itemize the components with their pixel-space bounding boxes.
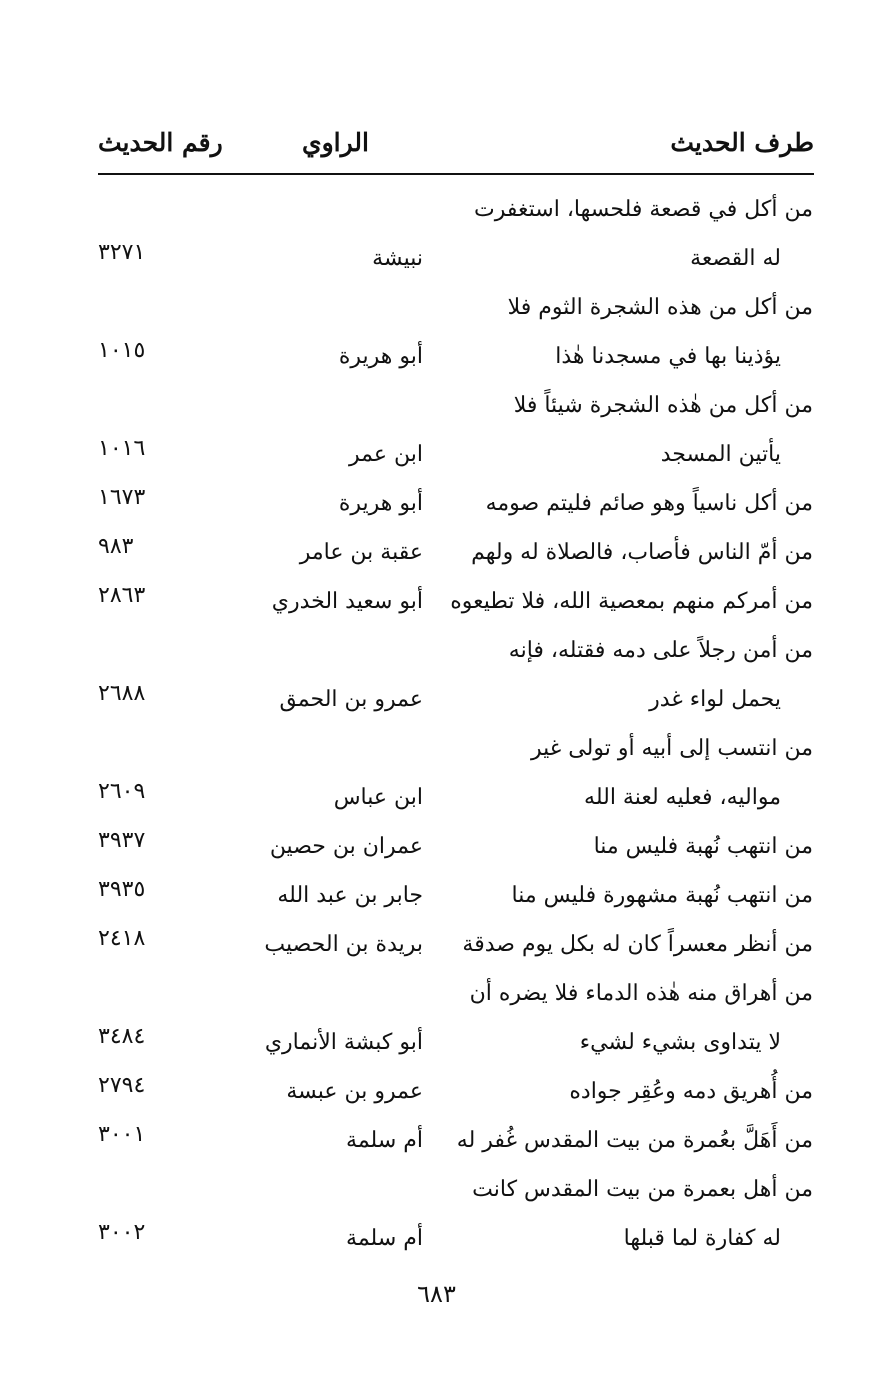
hadith-number: ٣٠٠٢ xyxy=(98,1220,146,1245)
hadith-text-line: يحمل لواء غدر xyxy=(649,687,781,712)
hadith-text-line: من أكل من هٰذه الشجرة شيئاً فلا xyxy=(513,393,813,418)
hadith-number: ٢٤١٨ xyxy=(98,926,146,951)
hadith-number: ١٠١٦ xyxy=(98,436,146,461)
hadith-number: ٣٤٨٤ xyxy=(98,1024,146,1049)
hadith-text-line: من أهراق منه هٰذه الدماء فلا يضره أن xyxy=(469,981,813,1006)
hadith-text-line: من أهل بعمرة من بيت المقدس كانت xyxy=(472,1177,813,1202)
header-narrator: الراوي xyxy=(302,128,369,157)
hadith-number: ٢٦٨٨ xyxy=(98,681,146,706)
page-number: ٦٨٣ xyxy=(417,1280,456,1308)
hadith-text-line: من أمركم منهم بمعصية الله، فلا تطيعوه xyxy=(450,589,813,614)
narrator-name: أم سلمة xyxy=(346,1128,423,1153)
narrator-name: عقبة بن عامر xyxy=(299,540,423,565)
narrator-name: عمرو بن عبسة xyxy=(286,1079,423,1104)
narrator-name: جابر بن عبد الله xyxy=(277,883,423,908)
hadith-number: ٣٠٠١ xyxy=(98,1122,146,1147)
hadith-text-line: من أنظر معسراً كان له بكل يوم صدقة xyxy=(462,932,813,957)
hadith-text-line: من أمن رجلاً على دمه فقتله، فإنه xyxy=(508,638,813,663)
narrator-name: بريدة بن الحصيب xyxy=(264,932,423,957)
hadith-text-line: له القصعة xyxy=(690,246,781,271)
hadith-text-line: يأتين المسجد xyxy=(660,442,781,467)
hadith-text-line: من انتهب نُهبة فليس منا xyxy=(593,834,813,859)
narrator-name: أبو سعيد الخدري xyxy=(271,589,423,614)
hadith-number: ٣٢٧١ xyxy=(98,240,146,265)
hadith-text-line: من انتهب نُهبة مشهورة فليس منا xyxy=(511,883,813,908)
hadith-text-line: من أكل ناسياً وهو صائم فليتم صومه xyxy=(485,491,813,516)
hadith-text-line: من أمّ الناس فأصاب، فالصلاة له ولهم xyxy=(471,540,813,565)
narrator-name: نبيشة xyxy=(372,246,423,271)
hadith-number: ٣٩٣٧ xyxy=(98,828,146,853)
hadith-text-line: من انتسب إلى أبيه أو تولى غير xyxy=(531,736,813,761)
hadith-number: ١٦٧٣ xyxy=(98,485,146,510)
hadith-number: ٢٦٠٩ xyxy=(98,779,146,804)
hadith-number: ١٠١٥ xyxy=(98,338,146,363)
narrator-name: عمرو بن الحمق xyxy=(279,687,423,712)
hadith-text-line: من أكل من هذه الشجرة الثوم فلا xyxy=(507,295,813,320)
narrator-name: ابن عباس xyxy=(333,785,423,810)
narrator-name: أبو هريرة xyxy=(338,491,423,516)
hadith-number: ٣٩٣٥ xyxy=(98,877,146,902)
header-hadith-number: رقم الحديث xyxy=(98,128,223,157)
hadith-text-line: يؤذينا بها في مسجدنا هٰذا xyxy=(555,344,781,369)
narrator-name: عمران بن حصين xyxy=(269,834,423,859)
hadith-text-line: له كفارة لما قبلها xyxy=(623,1226,781,1251)
hadith-number: ٩٨٣ xyxy=(98,534,134,559)
hadith-text-line: من أَهَلَّ بعُمرة من بيت المقدس غُفر له xyxy=(456,1128,813,1153)
narrator-name: أبو هريرة xyxy=(338,344,423,369)
hadith-text-line: من أكل في قصعة فلحسها، استغفرت xyxy=(474,197,813,222)
narrator-name: أم سلمة xyxy=(346,1226,423,1251)
hadith-text-line: لا يتداوى بشيء لشيء xyxy=(579,1030,781,1055)
hadith-text-line: من أُهريق دمه وعُقِر جواده xyxy=(569,1079,813,1104)
narrator-name: أبو كبشة الأنماري xyxy=(264,1030,423,1055)
hadith-number: ٢٧٩٤ xyxy=(98,1073,146,1098)
header-hadith-start: طرف الحديث xyxy=(670,128,814,157)
narrator-name: ابن عمر xyxy=(349,442,423,467)
hadith-number: ٢٨٦٣ xyxy=(98,583,146,608)
hadith-text-line: مواليه، فعليه لعنة الله xyxy=(584,785,781,810)
